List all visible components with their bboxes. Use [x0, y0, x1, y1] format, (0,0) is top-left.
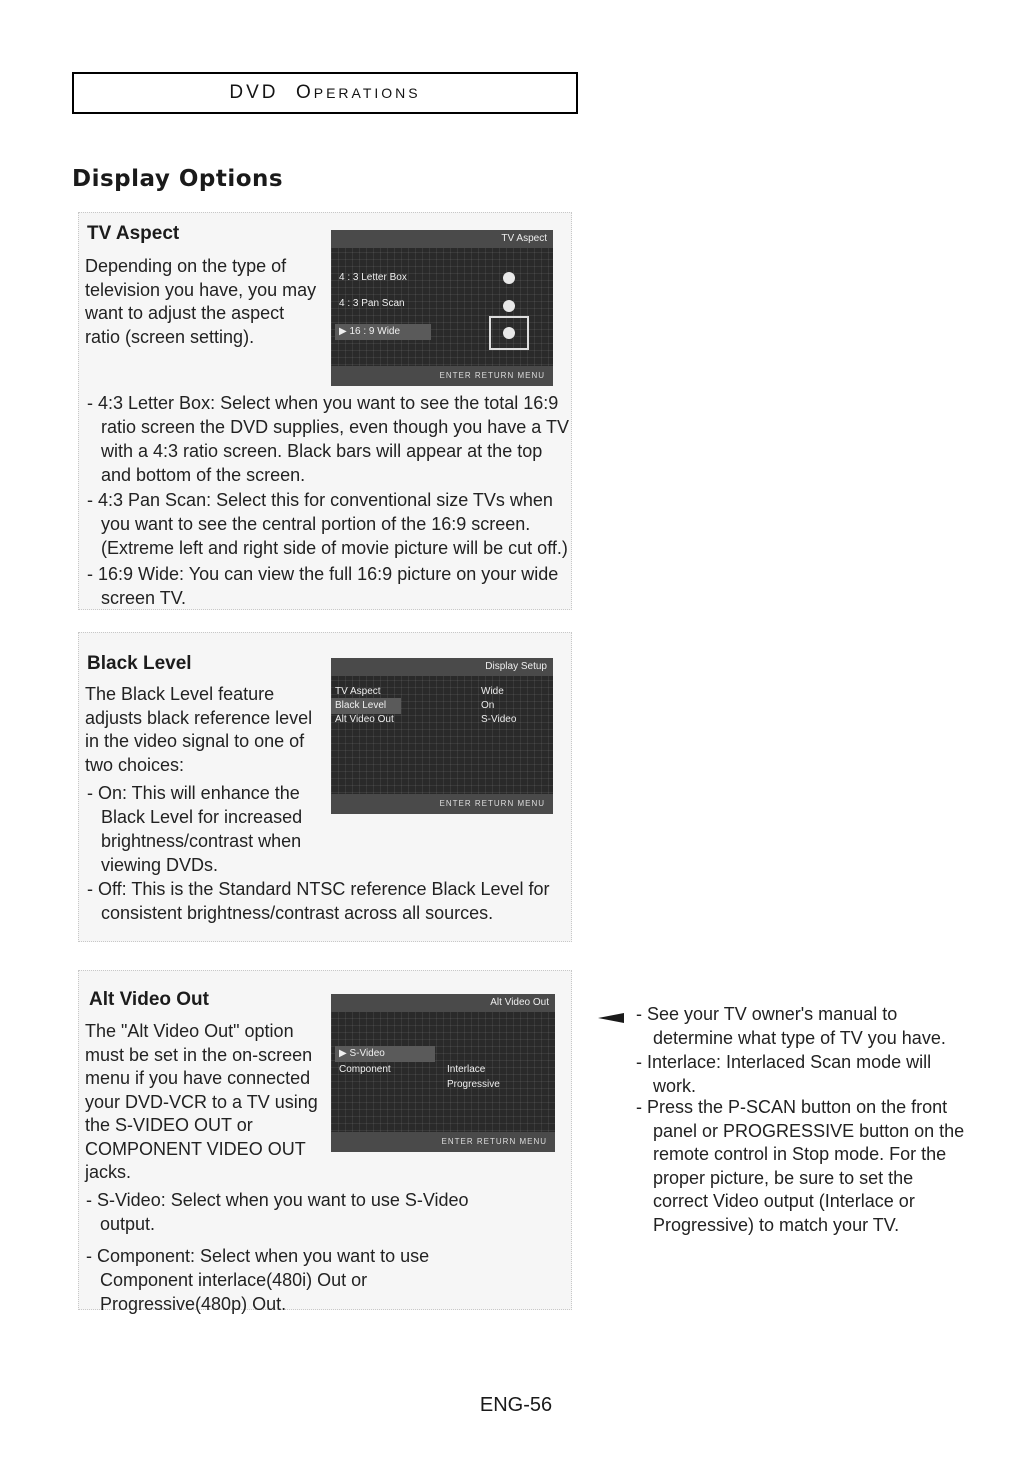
note-arrow-icon: [598, 1013, 624, 1023]
alt-video-out-intro: The "Alt Video Out" option must be set in the on-screen menu if you have connected your DVD-VCR to a TV using the S-VIDEO OUT or COMPONENT VIDEO OUT jacks.: [85, 1021, 318, 1182]
tv-aspect-menu-screenshot: [331, 230, 553, 386]
menu-label-black-level: Black Level: [331, 698, 401, 714]
menu-item-s-video: ▶ S-Video: [335, 1046, 435, 1062]
header-word-2-rest: PERATIONS: [313, 85, 421, 101]
menu-sub-item-interlace: Interlace: [447, 1064, 486, 1075]
section-title: Display Options: [72, 166, 284, 192]
menu-item-wide: ▶ 16 : 9 Wide: [335, 324, 431, 340]
bullet-off: - Off: This is the Standard NTSC reference Black Level for consistent brightness/contrast across all sources.: [87, 879, 550, 923]
menu-item-component: Component: [339, 1064, 391, 1075]
screen-footer: ENTER RETURN MENU: [331, 794, 553, 814]
letter-box-radio-icon: [503, 272, 515, 284]
page-number: ENG-56: [479, 1394, 553, 1416]
side-note-p-scan: - Press the P-SCAN button on the front panel or PROGRESSIVE button on the remote control in Stop mode. For the proper picture, be sure to set the correct Video output (Interlace or Progressive) to match your TV.: [636, 1097, 965, 1235]
chapter-header: [72, 72, 578, 114]
bullet-component: - Component: Select when you want to use Component interlace(480i) Out or Progressive(480p) Out.: [86, 1246, 430, 1314]
screen-footer: ENTER RETURN MENU: [331, 1132, 555, 1152]
menu-item-letter-box: 4 : 3 Letter Box: [339, 272, 407, 283]
screen-title: TV Aspect: [331, 230, 553, 248]
screen-title: Display Setup: [331, 658, 553, 676]
tv-aspect-heading: TV Aspect: [87, 223, 180, 244]
tv-aspect-intro: Depending on the type of television you have, you may want to adjust the aspect ratio (screen setting).: [85, 256, 317, 347]
alt-video-out-heading: Alt Video Out: [89, 989, 209, 1010]
menu-label-tv-aspect: TV Aspect: [335, 686, 381, 697]
menu-value-tv-aspect: Wide: [481, 686, 504, 697]
menu-item-pan-scan: 4 : 3 Pan Scan: [339, 298, 405, 309]
display-setup-menu-screenshot: [331, 658, 553, 814]
screen-title: Alt Video Out: [331, 994, 555, 1012]
menu-sub-item-progressive: Progressive: [447, 1079, 500, 1090]
black-level-heading: Black Level: [87, 653, 192, 674]
bullet-pan-scan: - 4:3 Pan Scan: Select this for conventional size TVs when you want to see the central portion of the 16:9 screen. (Extreme left and right side of movie picture will be cut off.): [87, 490, 568, 558]
pan-scan-radio-icon: [503, 300, 515, 312]
wide-radio-icon: [503, 327, 515, 339]
screen-footer: ENTER RETURN MENU: [331, 366, 553, 386]
bullet-s-video-page: - S-Video: Select when you want to use S-Video output.: [86, 1190, 469, 1234]
side-note-tv-manual: - See your TV owner's manual to determine what type of TV you have.: [636, 1004, 946, 1048]
alt-video-out-menu-screenshot: [331, 994, 555, 1152]
menu-label-alt-video-out: Alt Video Out: [335, 714, 394, 725]
side-note-interlace: - Interlace: Interlaced Scan mode will work.: [636, 1052, 932, 1096]
bullet-wide: - 16:9 Wide: You can view the full 16:9 picture on your wide screen TV.: [87, 564, 559, 608]
bullet-letter-box: - 4:3 Letter Box: Select when you want to see the total 16:9 ratio screen the DVD supplies, even though you have a TV with a 4:3 ratio screen. Black bars will appear at the top and bottom of the screen.: [87, 393, 569, 485]
black-level-panel: [78, 632, 572, 942]
header-word-2-initial: O: [295, 82, 314, 103]
tv-aspect-panel: [78, 212, 572, 610]
header-word-1: DVD: [229, 82, 279, 103]
black-level-intro: The Black Level feature adjusts black reference level in the video signal to one of two choices:: [85, 684, 313, 775]
menu-value-alt-video-out: S-Video: [481, 714, 517, 725]
menu-value-black-level: On: [481, 700, 495, 711]
bullet-on: - On: This will enhance the Black Level for increased brightness/contrast when viewing DVDs.: [87, 783, 303, 875]
